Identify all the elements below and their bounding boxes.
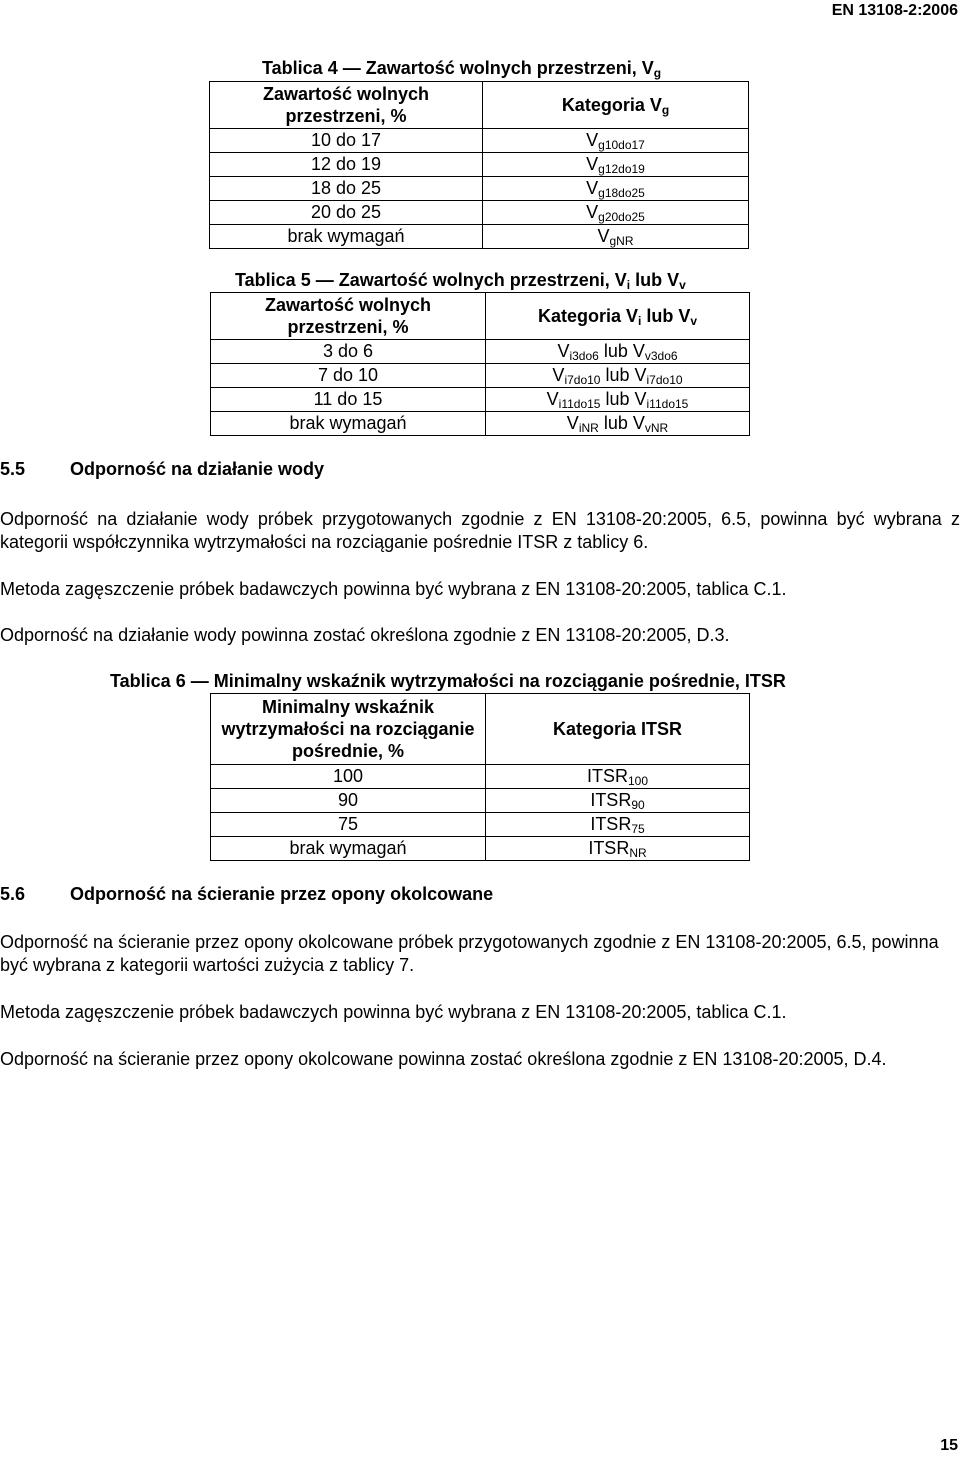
table6-value-cell: brak wymagań	[211, 837, 486, 861]
table5-range-cell: 3 do 6	[211, 340, 486, 364]
table4	[209, 81, 749, 249]
table5-header-row	[211, 293, 750, 340]
table4-category-cell: $V_{g10do17}$	[483, 129, 749, 153]
table5-range-cell: 7 do 10	[211, 364, 486, 388]
table4-range-cell: 18 do 25	[210, 177, 483, 201]
table6-category-cell: $ITSR_{90}$	[486, 789, 750, 813]
table5-category-cell: $V_{i7do10}$ lub $V_{i7do10}$	[486, 364, 750, 388]
table5-category-cell: $V_{iNR}$ lub $V_{vNR}$	[486, 412, 750, 436]
table5-range-cell: 11 do 15	[211, 388, 486, 412]
table6-value-cell: 100	[211, 765, 486, 789]
table5-col2-header: Kategoria $V_i$ lub $V_v$	[486, 293, 750, 340]
table5-caption: Tablica 5 — Zawartość wolnych przestrzeni, $V_i$ lub $V_v$	[235, 270, 686, 292]
section-5-6-paragraph-3: Odporność na ścieranie przez opony okolcowane powinna zostać określona zgodnie z EN 13108-20:2005, D.4.	[0, 1049, 887, 1069]
table4-category-cell: $V_{g12do19}$	[483, 153, 749, 177]
standard-header: EN 13108-2:2006	[831, 2, 958, 19]
table-row	[211, 388, 750, 412]
table-row	[210, 201, 749, 225]
section-5-5-heading: 5.5 Odporność na działanie wody	[0, 459, 325, 479]
table-row	[210, 225, 749, 249]
section-5-6-paragraph-1: Odporność na ścieranie przez opony okolcowane próbek przygotowanych zgodnie z EN 13108-20:2005, 6.5, powinna być wybrana z kategorii wartości zużycia z tablicy 7.	[0, 932, 939, 975]
table4-category-cell: $V_{g20do25}$	[483, 201, 749, 225]
page-number: 15	[940, 1437, 958, 1454]
table6-category-cell: $ITSR_{75}$	[486, 813, 750, 837]
table-row	[211, 789, 750, 813]
table4-header-row	[210, 82, 749, 129]
table5	[210, 292, 750, 436]
table6-caption: Tablica 6 — Minimalny wskaźnik wytrzymałości na rozciąganie pośrednie, ITSR	[110, 671, 786, 691]
table-row	[211, 364, 750, 388]
table-row	[210, 129, 749, 153]
table4-category-cell: $V_{g18do25}$	[483, 177, 749, 201]
table4-category-cell: $V_{gNR}$	[483, 225, 749, 249]
table6-category-cell: $ITSR_{NR}$	[486, 837, 750, 861]
table4-range-cell: 10 do 17	[210, 129, 483, 153]
table5-category-cell: $V_{i11do15}$ lub $V_{i11do15}$	[486, 388, 750, 412]
table6-category-cell: $ITSR_{100}$	[486, 765, 750, 789]
table4-col2-header: Kategoria $V_g$	[483, 82, 749, 129]
table6-value-cell: 75	[211, 813, 486, 837]
table-row	[211, 340, 750, 364]
table-row	[211, 765, 750, 789]
table6-value-cell: 90	[211, 789, 486, 813]
table4-range-cell: brak wymagań	[210, 225, 483, 249]
section-5-5-paragraph-1: Odporność na działanie wody próbek przygotowanych zgodnie z EN 13108-20:2005, 6.5, powinna być wybrana z kategorii współczynnika wytrzymałości na rozciąganie pośrednie ITSR z tablicy 6.	[0, 509, 960, 552]
table-row	[211, 837, 750, 861]
table5-col1-header: Zawartość wolnych przestrzeni, %	[211, 293, 486, 340]
table6-header-row	[211, 694, 750, 765]
table6-col1-header: Minimalny wskaźnik wytrzymałości na rozciąganie pośrednie, %	[211, 694, 486, 765]
table-row	[210, 153, 749, 177]
table6-col2-header: Kategoria ITSR	[486, 694, 750, 765]
table6	[210, 693, 750, 861]
table4-range-cell: 20 do 25	[210, 201, 483, 225]
table4-caption: Tablica 4 — Zawartość wolnych przestrzeni, $V_g$	[262, 58, 662, 80]
table-row	[211, 813, 750, 837]
section-5-5-paragraph-3: Odporność na działanie wody powinna zostać określona zgodnie z EN 13108-20:2005, D.3.	[0, 625, 730, 645]
section-5-5-paragraph-2: Metoda zagęszczenie próbek badawczych powinna być wybrana z EN 13108-20:2005, tablica C.1.	[0, 579, 787, 599]
section-5-6-paragraph-2: Metoda zagęszczenie próbek badawczych powinna być wybrana z EN 13108-20:2005, tablica C.1.	[0, 1002, 787, 1022]
table4-range-cell: 12 do 19	[210, 153, 483, 177]
table5-range-cell: brak wymagań	[211, 412, 486, 436]
table-row	[210, 177, 749, 201]
table5-category-cell: $V_{i3do6}$ lub $V_{v3do6}$	[486, 340, 750, 364]
table-row	[211, 412, 750, 436]
section-5-6-heading: 5.6 Odporność na ścieranie przez opony okolcowane	[0, 884, 494, 904]
table4-col1-header: Zawartość wolnych przestrzeni, %	[210, 82, 483, 129]
